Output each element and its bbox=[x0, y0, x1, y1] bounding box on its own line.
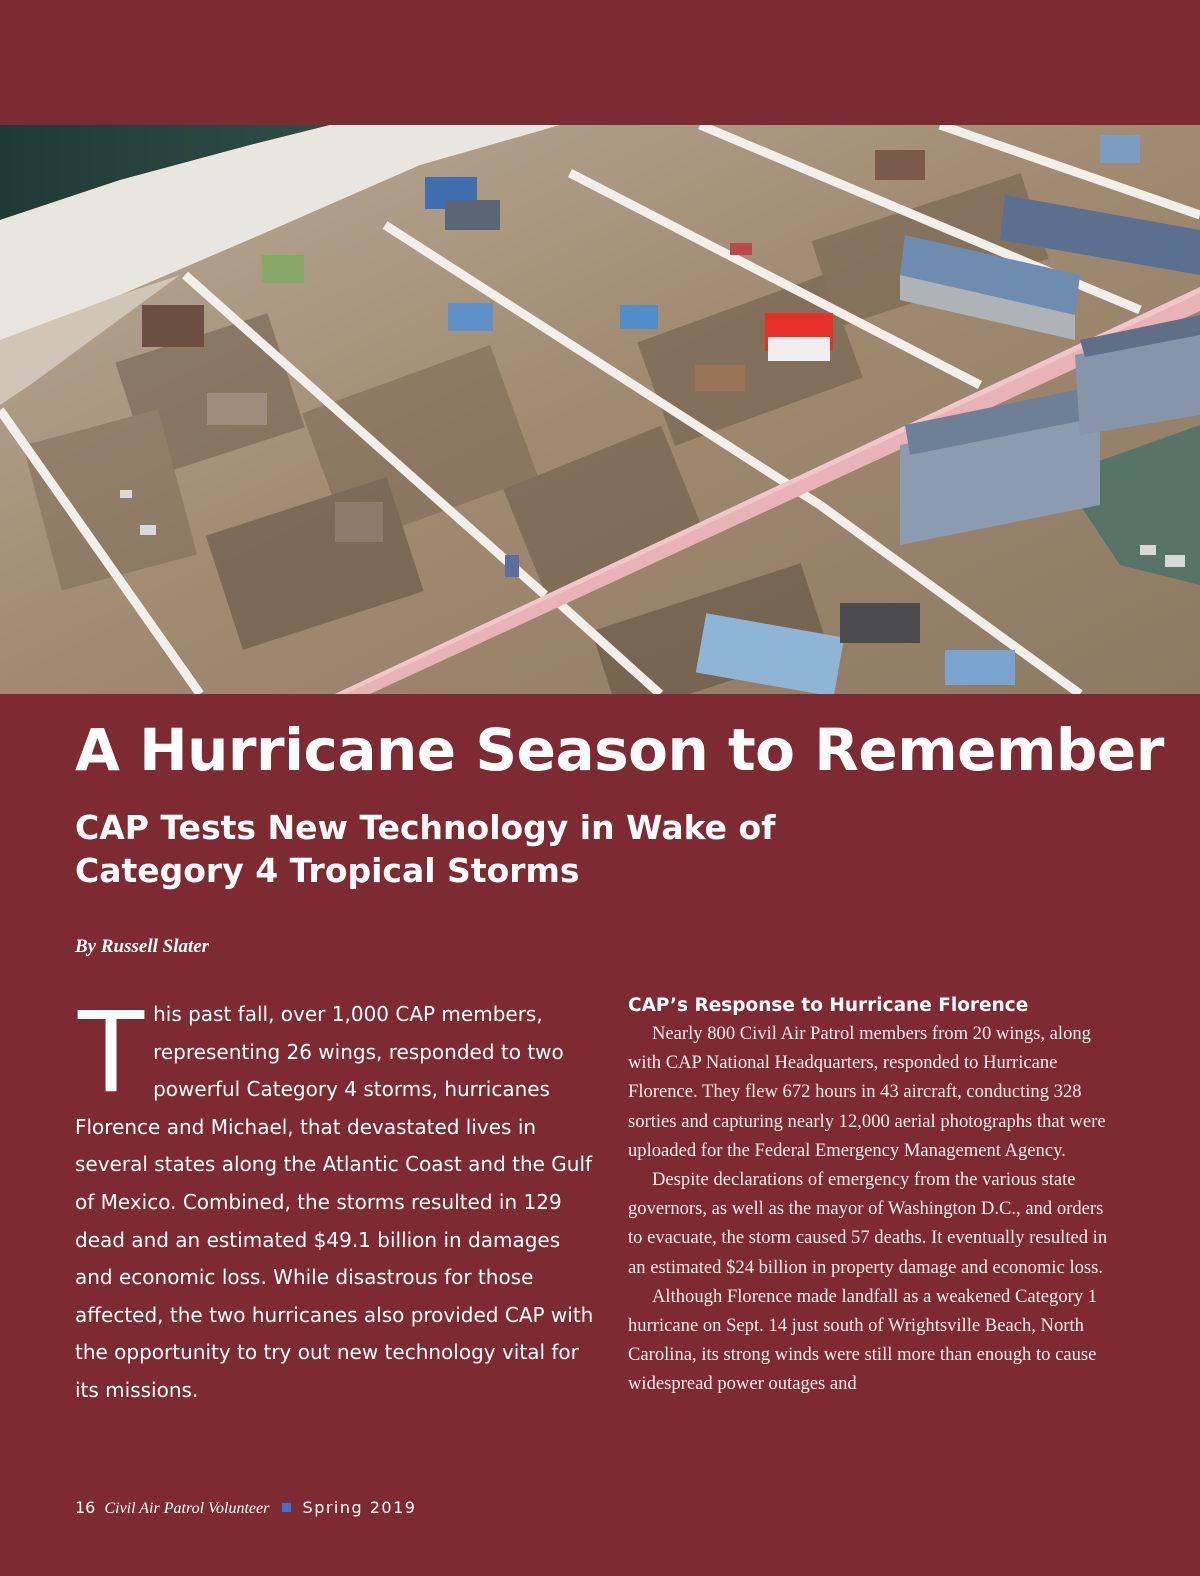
bullet-square-icon bbox=[282, 1503, 291, 1512]
issue-season: Spring 2019 bbox=[302, 1498, 417, 1517]
body-paragraph: Despite declarations of emergency from the various state governors, as well as the mayor of Washington D.C., and orders to evacuate, the storm caused 57 deaths. It eventually resulted in an estimated $24 billion in property damage and economic loss. bbox=[628, 1169, 1108, 1278]
body-paragraph: Nearly 800 Civil Air Patrol members from 20 wings, along with CAP National Headquarters, responded to Hurricane Florence. They flew 672 hours in 43 aircraft, conducting 328 sorties and capturing nearly 12,000 aerial photographs that were uploaded for the Federal Emergency Management Agency. bbox=[628, 1023, 1106, 1161]
aerial-hurricane-damage-photo bbox=[0, 125, 1200, 694]
intro-paragraph bbox=[75, 985, 600, 1410]
publication-name: Civil Air Patrol Volunteer bbox=[104, 1500, 270, 1517]
section-heading: CAP’s Response to Hurricane Florence bbox=[628, 995, 1029, 1016]
drop-cap: T bbox=[75, 985, 148, 1117]
photo-illustration bbox=[0, 125, 1200, 694]
page-number: 16 bbox=[75, 1498, 96, 1517]
right-column bbox=[628, 993, 1113, 1399]
article-subtitle: CAP Tests New Technology in Wake of Category 4 Tropical Storms bbox=[75, 808, 776, 890]
page-footer bbox=[75, 1496, 416, 1521]
article-title: A Hurricane Season to Remember bbox=[75, 716, 1164, 784]
intro-text: his past fall, over 1,000 CAP members, representing 26 wings, responded to two powerful Category 4 storms, hurricanes Florence and Michael, that devastated lives in several states along the Atlantic Coast and the Gulf of Mexico. Combined, the storms resulted in 129 dead and an estimated $49.1 billion in damages and economic loss. While disastrous for those affected, the two hurricanes also provided CAP with the opportunity to try out new technology vital for its missions. bbox=[75, 1002, 594, 1402]
article-byline: By Russell Slater bbox=[75, 936, 210, 957]
body-paragraph: Although Florence made landfall as a weakened Category 1 hurricane on Sept. 14 just south of Wrightsville Beach, North Carolina, its strong winds were still more than enough to cause widespread power outages and bbox=[628, 1285, 1098, 1395]
